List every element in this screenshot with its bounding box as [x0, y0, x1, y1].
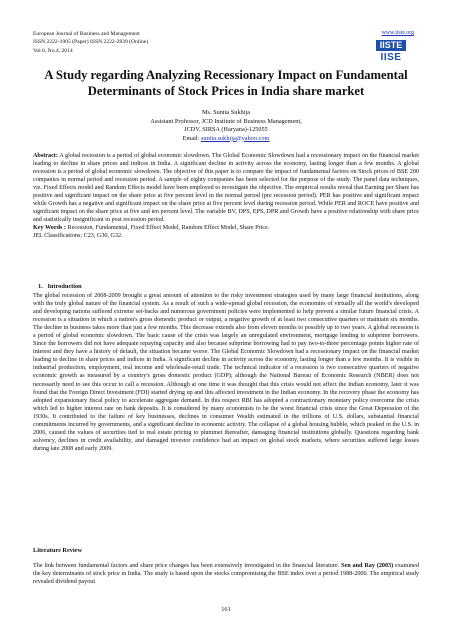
- author-address: JCDV, SIRSA (Haryana)-125055: [184, 126, 268, 133]
- literature-text: [33, 562, 419, 586]
- introduction-text: The global recession of 2008-2009 brought a great amount of attention to the risky investment strategies used by many large financial institutions, along with the truly global nature of the financial system. As a result of such a wide-spread global recession, the economies of virtually all the world's developed and developing nations suffered extreme set-backs and numerous government policies were implemented to help prevent a similar future financial crisis. A recession is a situation in which a nation's gross domestic product or output, a negative growth of at least two consecutive quarters or maintain six months. The decline in business takes more than just a few months. This decrease extends also from eleven months to possibly up to two years. A global recession is a period of global economic slowdown. The basic cause of the crisis was largely an unregulated environment, mortgage lending to subprime borrowers. Since the borrowers did not have adequate repaying capacity and also because subprime borrowing had to pay two-to-three percentage points higher rate of interest and they have a history of default, the situation became worse. The Global Economic Slowdown had a recessionary impact on the financial market leading to decline in share prices and indices in India. A significant decline in activity across the economy, lasting longer than a few months. It is visible in industrial production, employment, real income and wholesale-retail trade. The technical indicator of a recession is two consecutive quarters of negative economic growth as measured by a country's gross domestic product (GDP); although the National Bureau of Economic Research (NBER) does not necessarily need to see this occur to call a recession. Although at one time it was thought that this crisis would not affect the Indian economy, later it was found that the Foreign Direct Investment (FDI) started drying up and this affected investment in the Indian economy. In the recovery phase the economy has adopted expansionary fiscal policy to accelerate aggregate demand. In this respect RBI has adopted a contractionary monetary policy overcome the crisis which led to higher interest rate on bank deposits. It is considered by many economists to be the worst financial crisis since the Great Depression of the 1930s. It contributed to the failure of key businesses, declines in consumer Wealth estimated in the trillions of U.S. dollars, substantial financial commitments incurred by governments, and a significant decline in economic activity. The collapse of a global housing bubble, which peaked in the U.S. in 2006, caused the values of securities tied to real estate pricing to plummet thereafter, damaging financial institutions globally. Questions regarding bank solvency, declines in credit availability, and damaged investor confidence had an impact on global stock markets, where securities suffered large losses during late 2008 and early 2009.: [33, 293, 419, 452]
- author-name: Ms. Sunita Sukhija: [201, 109, 251, 116]
- abstract-text: A global recession is a period of global economic slowdown. The Global Economic Slowdown had a recessionary impact on the financial market leading to decline in share prices and indices in India. A significant decline in activity across the economy, lasting longer than a few months. A global recession is a period of global economic slowdown. The objective of this paper is to compare the impact of fundamental factors on Stock prices of BSE 200 companies in normal period and recession period. A sample of eighty companies has been selected for the purpose of the study. The panel data techniques, viz. Fixed Effects model and Random Effects model have been employed to investigate the objective. The empirical results reveal that Earning per Share has positive and significant impact on the share price at five percent level in the normal period (pre recession period). PER has positive and significant impact while Growth has a negative and significant impact on the share price at five percent level during recession period. While PER and ROCE have positive and significant impact on the share price at five and ten percent level. The variable BV, DPS, EPS, DPR and Growth have a positive relationship with share price and statistically insignificant in post recession period.: [33, 153, 419, 224]
- page-number: 161: [221, 606, 231, 613]
- iiste-logo: [376, 40, 406, 64]
- abstract-section: [33, 152, 419, 241]
- abstract-paragraph: [33, 152, 419, 224]
- paper-title: A Study regarding Analyzing Recessionary Impact on Fundamental Determinants of Stock Prices in India share market: [44, 68, 408, 98]
- author-email-line: [80, 135, 372, 144]
- literature-text-after: examined the key determinants of stock price in India. The study is based upon the stocks compromising the BSE index over a period 1988-2000. The empirical study revealed dividend payout: [33, 563, 419, 586]
- keywords-label: Key Words :: [33, 225, 66, 232]
- journal-name: European Journal of Business and Management: [33, 31, 140, 37]
- abstract-label: Abstract:: [33, 153, 58, 159]
- author-email-link[interactable]: sunita.sukhija@yahoo.com: [200, 134, 270, 142]
- literature-citation: Sen and Ray (2003): [341, 563, 394, 569]
- journal-header: [33, 30, 148, 55]
- journal-issn: ISSN 2222-1905 (Paper) ISSN 2222-2839 (Online): [33, 39, 149, 46]
- email-label: Email:: [182, 134, 200, 142]
- literature-text-before: The link between fundamental factors and share price changes has been extensively investigated in the financial literature.: [33, 563, 340, 569]
- jel-line: JEL Classifications: C23, G30, G32.: [33, 233, 123, 240]
- logo-text-top: IISTE: [376, 40, 406, 51]
- journal-url-link[interactable]: www.iiste.org: [381, 30, 414, 36]
- logo-text-bottom: IISE: [380, 52, 402, 63]
- introduction-heading: 1. Introduction: [38, 283, 82, 290]
- author-affiliation: Assistant Professor, JCD Institute of Business Management,: [150, 117, 302, 125]
- author-block: [80, 109, 372, 143]
- keywords-line: [33, 224, 419, 232]
- keywords-text: Recession, Fundamental, Fixed Effect Model, Random Effect Model, Share Price.: [67, 225, 270, 232]
- literature-heading: Literature Review: [33, 547, 83, 554]
- journal-volume: Vol.6, No.4, 2014: [33, 47, 73, 54]
